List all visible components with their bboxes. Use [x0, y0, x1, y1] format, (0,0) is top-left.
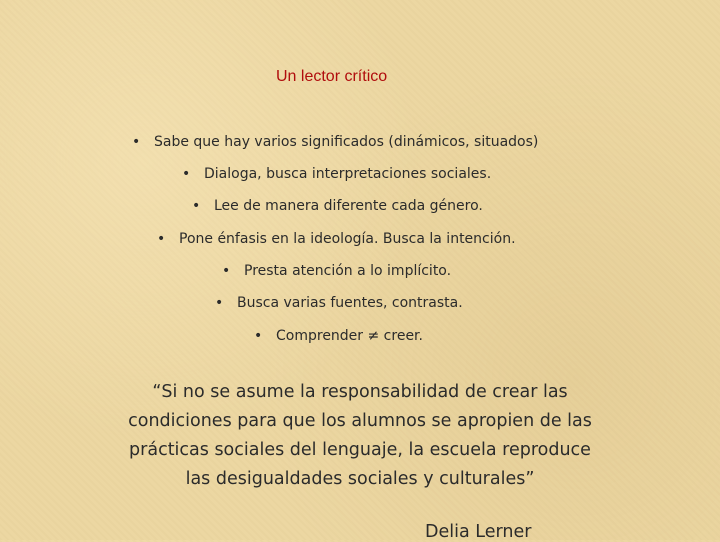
bullet-item [157, 231, 516, 247]
bullet-text: Busca varias fuentes, contrasta. [237, 295, 463, 311]
bullet-icon: • [215, 295, 224, 311]
bullet-icon: • [192, 198, 201, 214]
bullet-text: Dialoga, busca interpretaciones sociales. [204, 166, 492, 182]
bullet-icon: • [157, 231, 166, 247]
bullet-item [192, 198, 483, 214]
bullet-text: Sabe que hay varios significados (dinámicos, situados) [154, 134, 539, 150]
bullet-item [254, 328, 423, 344]
bullet-item [222, 263, 451, 279]
bullet-text: Lee de manera diferente cada género. [214, 198, 483, 214]
bullet-item [132, 134, 538, 150]
bullet-icon: • [254, 328, 263, 344]
bullet-item [215, 295, 463, 311]
bullet-icon: • [222, 263, 231, 279]
bullet-text: Presta atención a lo implícito. [244, 263, 452, 279]
quote: “Si no se asume la responsabilidad de crear las condiciones para que los alumnos se apropien de las prácticas sociales del lenguaje, la escuela reproduce las desigualdades sociales y culturales” [128, 382, 592, 489]
slide-title: Un lector crítico [276, 68, 388, 85]
bullet-icon: • [132, 134, 141, 150]
bullet-item [182, 166, 491, 182]
quote-author: Delia Lerner [425, 522, 532, 542]
bullet-text: Pone énfasis en la ideología. Busca la intención. [179, 231, 516, 247]
bullet-text: Comprender ≠ creer. [276, 328, 423, 344]
bullet-icon: • [182, 166, 191, 182]
